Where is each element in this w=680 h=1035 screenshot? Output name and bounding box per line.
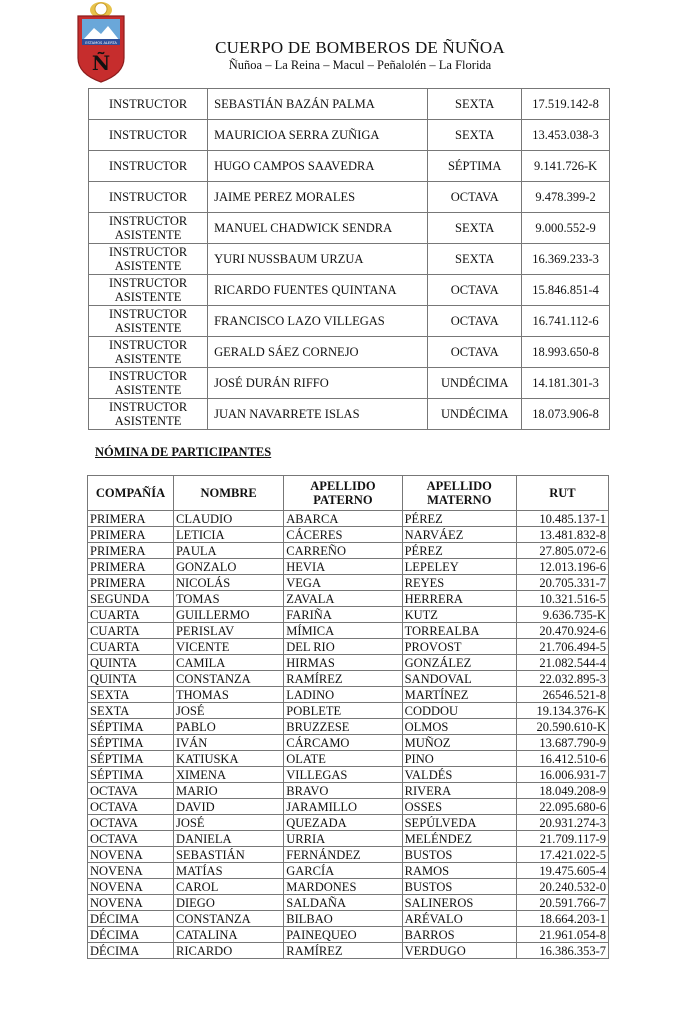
participant-company-cell: CUARTA: [88, 623, 174, 639]
participant-paternal-surname-cell: BRAVO: [284, 783, 402, 799]
participant-rut-cell: 20.470.924-6: [516, 623, 608, 639]
table-row: [89, 151, 610, 182]
participant-paternal-surname-cell: CÁRCAMO: [284, 735, 402, 751]
instructor-role-cell: INSTRUCTOR: [89, 89, 208, 120]
instructor-name-cell: FRANCISCO LAZO VILLEGAS: [208, 306, 428, 337]
instructor-company-cell: OCTAVA: [428, 182, 522, 213]
instructor-role-cell: INSTRUCTOR ASISTENTE: [89, 275, 208, 306]
table-row: [89, 89, 610, 120]
instructor-company-cell: SEXTA: [428, 120, 522, 151]
table-row: [89, 213, 610, 244]
participant-paternal-surname-cell: MARDONES: [284, 879, 402, 895]
table-row: [88, 927, 609, 943]
participant-first-name-cell: DIEGO: [173, 895, 283, 911]
participant-rut-cell: 10.321.516-5: [516, 591, 608, 607]
participant-rut-cell: 21.961.054-8: [516, 927, 608, 943]
participant-maternal-surname-cell: MARTÍNEZ: [402, 687, 516, 703]
table-row: [89, 182, 610, 213]
participant-first-name-cell: IVÁN: [173, 735, 283, 751]
participant-paternal-surname-cell: JARAMILLO: [284, 799, 402, 815]
participant-first-name-cell: DANIELA: [173, 831, 283, 847]
participant-maternal-surname-cell: PÉREZ: [402, 543, 516, 559]
column-header-nombre: NOMBRE: [173, 476, 283, 511]
instructor-name-cell: MANUEL CHADWICK SENDRA: [208, 213, 428, 244]
participant-rut-cell: 22.032.895-3: [516, 671, 608, 687]
participant-maternal-surname-cell: PROVOST: [402, 639, 516, 655]
instructor-name-cell: GERALD SÁEZ CORNEJO: [208, 337, 428, 368]
participant-paternal-surname-cell: MÍMICA: [284, 623, 402, 639]
table-row: [88, 543, 609, 559]
table-row: [88, 575, 609, 591]
participant-company-cell: SÉPTIMA: [88, 735, 174, 751]
participant-maternal-surname-cell: KUTZ: [402, 607, 516, 623]
participant-first-name-cell: GUILLERMO: [173, 607, 283, 623]
participant-company-cell: NOVENA: [88, 895, 174, 911]
participant-maternal-surname-cell: NARVÁEZ: [402, 527, 516, 543]
participant-maternal-surname-cell: CODDOU: [402, 703, 516, 719]
participant-paternal-surname-cell: VEGA: [284, 575, 402, 591]
instructor-company-cell: OCTAVA: [428, 306, 522, 337]
participant-paternal-surname-cell: FARIÑA: [284, 607, 402, 623]
table-row: [88, 751, 609, 767]
participant-rut-cell: 20.591.766-7: [516, 895, 608, 911]
participant-rut-cell: 18.664.203-1: [516, 911, 608, 927]
instructor-company-cell: SEXTA: [428, 244, 522, 275]
instructor-role-cell: INSTRUCTOR ASISTENTE: [89, 306, 208, 337]
participant-rut-cell: 10.485.137-1: [516, 511, 608, 527]
participant-maternal-surname-cell: VALDÉS: [402, 767, 516, 783]
participant-company-cell: PRIMERA: [88, 559, 174, 575]
table-row: [89, 306, 610, 337]
participant-paternal-surname-cell: SALDAÑA: [284, 895, 402, 911]
participant-maternal-surname-cell: GONZÁLEZ: [402, 655, 516, 671]
table-row: [88, 623, 609, 639]
participant-rut-cell: 21.082.544-4: [516, 655, 608, 671]
participant-paternal-surname-cell: VILLEGAS: [284, 767, 402, 783]
table-row: [88, 879, 609, 895]
participant-first-name-cell: CONSTANZA: [173, 911, 283, 927]
table-row: [88, 863, 609, 879]
instructor-rut-cell: 18.993.650-8: [522, 337, 610, 368]
participant-maternal-surname-cell: VERDUGO: [402, 943, 516, 959]
participant-rut-cell: 26546.521-8: [516, 687, 608, 703]
instructor-company-cell: UNDÉCIMA: [428, 368, 522, 399]
participant-first-name-cell: CAROL: [173, 879, 283, 895]
participant-first-name-cell: TOMAS: [173, 591, 283, 607]
table-row: [88, 655, 609, 671]
participant-company-cell: DÉCIMA: [88, 943, 174, 959]
participant-company-cell: SEXTA: [88, 687, 174, 703]
table-row: [88, 719, 609, 735]
instructor-company-cell: SÉPTIMA: [428, 151, 522, 182]
instructor-name-cell: MAURICIOA SERRA ZUÑIGA: [208, 120, 428, 151]
instructor-role-cell: INSTRUCTOR ASISTENTE: [89, 399, 208, 430]
table-row: [88, 895, 609, 911]
participant-company-cell: SEGUNDA: [88, 591, 174, 607]
participant-first-name-cell: DAVID: [173, 799, 283, 815]
instructor-name-cell: JOSÉ DURÁN RIFFO: [208, 368, 428, 399]
table-row: [88, 815, 609, 831]
instructor-rut-cell: 16.369.233-3: [522, 244, 610, 275]
instructor-rut-cell: 18.073.906-8: [522, 399, 610, 430]
instructor-role-cell: INSTRUCTOR ASISTENTE: [89, 244, 208, 275]
participant-paternal-surname-cell: RAMÍREZ: [284, 671, 402, 687]
instructor-company-cell: UNDÉCIMA: [428, 399, 522, 430]
participant-rut-cell: 19.134.376-K: [516, 703, 608, 719]
participant-company-cell: OCTAVA: [88, 799, 174, 815]
participant-rut-cell: 20.240.532-0: [516, 879, 608, 895]
participant-company-cell: QUINTA: [88, 655, 174, 671]
column-header-compania: COMPAÑÍA: [88, 476, 174, 511]
participant-paternal-surname-cell: GARCÍA: [284, 863, 402, 879]
participant-company-cell: CUARTA: [88, 607, 174, 623]
participant-first-name-cell: NICOLÁS: [173, 575, 283, 591]
participant-rut-cell: 16.386.353-7: [516, 943, 608, 959]
participant-paternal-surname-cell: PAINEQUEO: [284, 927, 402, 943]
participant-paternal-surname-cell: RAMÍREZ: [284, 943, 402, 959]
column-header-rut: RUT: [516, 476, 608, 511]
participant-first-name-cell: LETICIA: [173, 527, 283, 543]
instructor-name-cell: RICARDO FUENTES QUINTANA: [208, 275, 428, 306]
table-row: [89, 337, 610, 368]
participant-maternal-surname-cell: BUSTOS: [402, 879, 516, 895]
table-row: [88, 703, 609, 719]
participant-maternal-surname-cell: SANDOVAL: [402, 671, 516, 687]
fire-department-emblem: [74, 0, 128, 84]
column-header-apellido-materno: APELLIDO MATERNO: [402, 476, 516, 511]
table-row: [88, 511, 609, 527]
instructor-company-cell: SEXTA: [428, 213, 522, 244]
table-row: [89, 120, 610, 151]
participant-paternal-surname-cell: ZAVALA: [284, 591, 402, 607]
table-row: [88, 735, 609, 751]
participant-company-cell: NOVENA: [88, 879, 174, 895]
participant-company-cell: PRIMERA: [88, 575, 174, 591]
instructor-role-cell: INSTRUCTOR ASISTENTE: [89, 213, 208, 244]
participant-paternal-surname-cell: QUEZADA: [284, 815, 402, 831]
participant-first-name-cell: KATIUSKA: [173, 751, 283, 767]
instructor-role-cell: INSTRUCTOR ASISTENTE: [89, 368, 208, 399]
participant-company-cell: PRIMERA: [88, 511, 174, 527]
table-row: [88, 591, 609, 607]
participant-company-cell: OCTAVA: [88, 815, 174, 831]
participant-company-cell: NOVENA: [88, 863, 174, 879]
participant-maternal-surname-cell: SEPÚLVEDA: [402, 815, 516, 831]
participant-paternal-surname-cell: URRIA: [284, 831, 402, 847]
table-row: [88, 671, 609, 687]
participant-company-cell: DÉCIMA: [88, 911, 174, 927]
table-row: [89, 399, 610, 430]
table-row: [88, 687, 609, 703]
participant-company-cell: PRIMERA: [88, 543, 174, 559]
participant-first-name-cell: PABLO: [173, 719, 283, 735]
participant-paternal-surname-cell: FERNÁNDEZ: [284, 847, 402, 863]
instructor-name-cell: JUAN NAVARRETE ISLAS: [208, 399, 428, 430]
participant-rut-cell: 19.475.605-4: [516, 863, 608, 879]
participant-maternal-surname-cell: SALINEROS: [402, 895, 516, 911]
participant-first-name-cell: CONSTANZA: [173, 671, 283, 687]
instructor-role-cell: INSTRUCTOR ASISTENTE: [89, 337, 208, 368]
instructor-rut-cell: 16.741.112-6: [522, 306, 610, 337]
participant-rut-cell: 27.805.072-6: [516, 543, 608, 559]
participant-maternal-surname-cell: PINO: [402, 751, 516, 767]
instructor-company-cell: OCTAVA: [428, 275, 522, 306]
participant-first-name-cell: VICENTE: [173, 639, 283, 655]
participant-first-name-cell: PAULA: [173, 543, 283, 559]
participant-rut-cell: 12.013.196-6: [516, 559, 608, 575]
participants-table: [87, 475, 609, 959]
column-header-apellido-paterno: APELLIDO PATERNO: [284, 476, 402, 511]
document-title: CUERPO DE BOMBEROS DE ÑUÑOA: [215, 38, 505, 57]
participant-rut-cell: 21.709.117-9: [516, 831, 608, 847]
table-row: [89, 368, 610, 399]
participant-rut-cell: 16.412.510-6: [516, 751, 608, 767]
participant-maternal-surname-cell: TORREALBA: [402, 623, 516, 639]
participant-first-name-cell: CAMILA: [173, 655, 283, 671]
table-row: [88, 767, 609, 783]
participant-paternal-surname-cell: OLATE: [284, 751, 402, 767]
table-header-row: [88, 476, 609, 511]
participant-company-cell: CUARTA: [88, 639, 174, 655]
participant-rut-cell: 20.705.331-7: [516, 575, 608, 591]
instructor-name-cell: YURI NUSSBAUM URZUA: [208, 244, 428, 275]
participant-company-cell: SÉPTIMA: [88, 751, 174, 767]
participant-first-name-cell: JOSÉ: [173, 815, 283, 831]
instructor-role-cell: INSTRUCTOR: [89, 182, 208, 213]
instructor-rut-cell: 9.000.552-9: [522, 213, 610, 244]
participant-company-cell: QUINTA: [88, 671, 174, 687]
participant-first-name-cell: MARIO: [173, 783, 283, 799]
participant-paternal-surname-cell: POBLETE: [284, 703, 402, 719]
table-row: [88, 783, 609, 799]
participant-first-name-cell: JOSÉ: [173, 703, 283, 719]
participant-maternal-surname-cell: REYES: [402, 575, 516, 591]
table-row: [88, 527, 609, 543]
table-row: [89, 275, 610, 306]
instructor-name-cell: HUGO CAMPOS SAAVEDRA: [208, 151, 428, 182]
participant-company-cell: DÉCIMA: [88, 927, 174, 943]
participant-first-name-cell: PERISLAV: [173, 623, 283, 639]
instructor-company-cell: SEXTA: [428, 89, 522, 120]
table-row: [89, 244, 610, 275]
table-row: [88, 639, 609, 655]
participant-rut-cell: 16.006.931-7: [516, 767, 608, 783]
participant-maternal-surname-cell: OLMOS: [402, 719, 516, 735]
participant-rut-cell: 13.687.790-9: [516, 735, 608, 751]
participant-first-name-cell: CATALINA: [173, 927, 283, 943]
participant-company-cell: SÉPTIMA: [88, 719, 174, 735]
participant-maternal-surname-cell: ARÉVALO: [402, 911, 516, 927]
instructor-role-cell: INSTRUCTOR: [89, 120, 208, 151]
participant-rut-cell: 18.049.208-9: [516, 783, 608, 799]
participant-company-cell: OCTAVA: [88, 831, 174, 847]
table-row: [88, 847, 609, 863]
participant-company-cell: SÉPTIMA: [88, 767, 174, 783]
participant-rut-cell: 22.095.680-6: [516, 799, 608, 815]
participant-paternal-surname-cell: CARREÑO: [284, 543, 402, 559]
instructor-rut-cell: 13.453.038-3: [522, 120, 610, 151]
participants-heading: NÓMINA DE PARTICIPANTES: [95, 445, 272, 459]
participant-rut-cell: 9.636.735-K: [516, 607, 608, 623]
instructor-rut-cell: 15.846.851-4: [522, 275, 610, 306]
participant-paternal-surname-cell: HEVIA: [284, 559, 402, 575]
participant-first-name-cell: XIMENA: [173, 767, 283, 783]
table-row: [88, 799, 609, 815]
table-row: [88, 607, 609, 623]
logo-banner-text: ESTAMOS ALERTA: [85, 41, 117, 45]
participant-first-name-cell: GONZALO: [173, 559, 283, 575]
instructors-table: [88, 88, 610, 430]
document-subtitle: Ñuñoa – La Reina – Macul – Peñalolén – La Florida: [228, 58, 492, 72]
table-row: [88, 831, 609, 847]
participant-paternal-surname-cell: DEL RIO: [284, 639, 402, 655]
instructor-rut-cell: 17.519.142-8: [522, 89, 610, 120]
table-row: [88, 943, 609, 959]
participant-maternal-surname-cell: OSSES: [402, 799, 516, 815]
instructor-rut-cell: 9.141.726-K: [522, 151, 610, 182]
participant-paternal-surname-cell: HIRMAS: [284, 655, 402, 671]
participant-first-name-cell: CLAUDIO: [173, 511, 283, 527]
participant-maternal-surname-cell: RIVERA: [402, 783, 516, 799]
participant-company-cell: NOVENA: [88, 847, 174, 863]
participant-rut-cell: 21.706.494-5: [516, 639, 608, 655]
participant-maternal-surname-cell: HERRERA: [402, 591, 516, 607]
participant-rut-cell: 20.590.610-K: [516, 719, 608, 735]
participant-paternal-surname-cell: LADINO: [284, 687, 402, 703]
instructor-role-cell: INSTRUCTOR: [89, 151, 208, 182]
participant-maternal-surname-cell: LEPELEY: [402, 559, 516, 575]
participant-rut-cell: 13.481.832-8: [516, 527, 608, 543]
participant-company-cell: PRIMERA: [88, 527, 174, 543]
table-row: [88, 559, 609, 575]
participant-company-cell: OCTAVA: [88, 783, 174, 799]
participant-maternal-surname-cell: MUÑOZ: [402, 735, 516, 751]
participant-first-name-cell: RICARDO: [173, 943, 283, 959]
participant-maternal-surname-cell: BARROS: [402, 927, 516, 943]
instructor-name-cell: SEBASTIÁN BAZÁN PALMA: [208, 89, 428, 120]
instructor-name-cell: JAIME PEREZ MORALES: [208, 182, 428, 213]
participant-first-name-cell: MATÍAS: [173, 863, 283, 879]
participant-maternal-surname-cell: BUSTOS: [402, 847, 516, 863]
participant-maternal-surname-cell: RAMOS: [402, 863, 516, 879]
participant-paternal-surname-cell: BILBAO: [284, 911, 402, 927]
participant-first-name-cell: THOMAS: [173, 687, 283, 703]
instructor-rut-cell: 9.478.399-2: [522, 182, 610, 213]
instructor-company-cell: OCTAVA: [428, 337, 522, 368]
table-row: [88, 911, 609, 927]
logo-letter: Ñ: [91, 51, 111, 75]
participant-paternal-surname-cell: CÁCERES: [284, 527, 402, 543]
participant-first-name-cell: SEBASTIÁN: [173, 847, 283, 863]
participant-paternal-surname-cell: ABARCA: [284, 511, 402, 527]
participant-maternal-surname-cell: MELÉNDEZ: [402, 831, 516, 847]
participant-rut-cell: 17.421.022-5: [516, 847, 608, 863]
participant-rut-cell: 20.931.274-3: [516, 815, 608, 831]
participant-maternal-surname-cell: PÉREZ: [402, 511, 516, 527]
instructor-rut-cell: 14.181.301-3: [522, 368, 610, 399]
participant-company-cell: SEXTA: [88, 703, 174, 719]
participant-paternal-surname-cell: BRUZZESE: [284, 719, 402, 735]
